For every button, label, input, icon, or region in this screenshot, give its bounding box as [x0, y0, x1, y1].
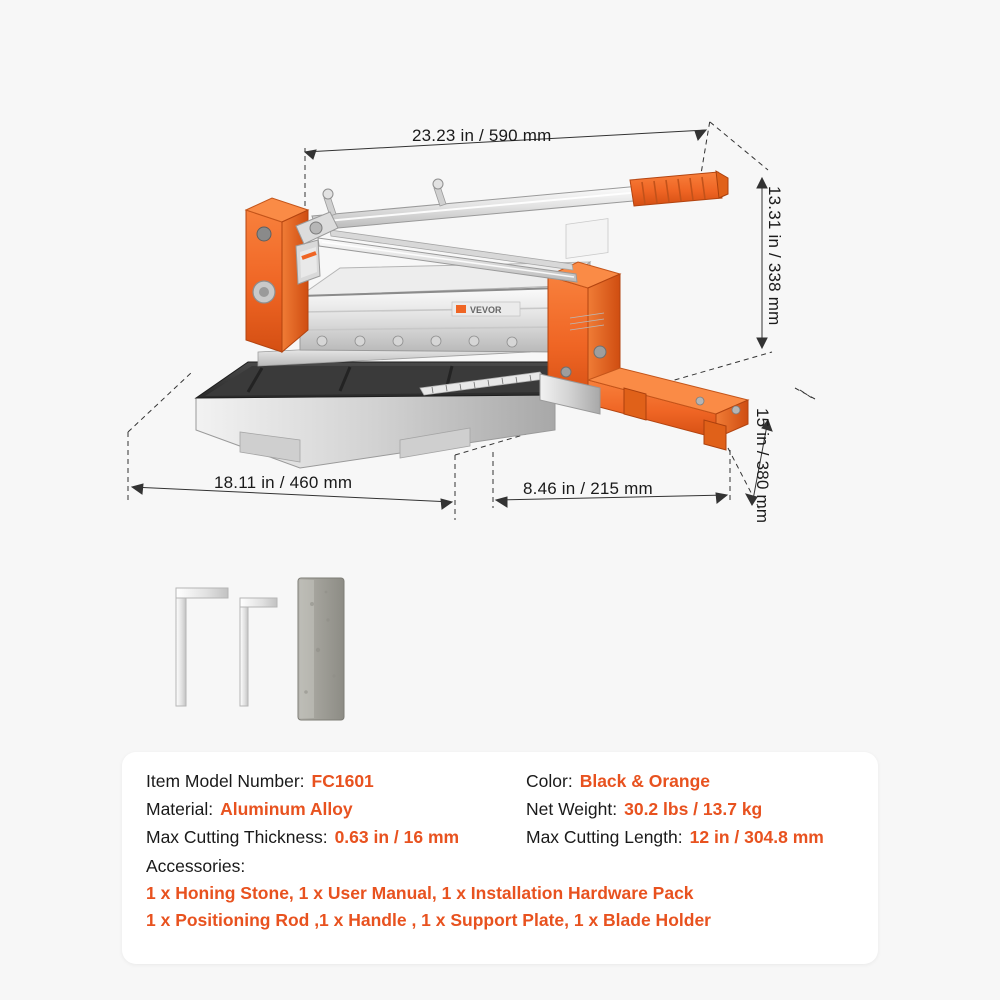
spec-row — [146, 799, 858, 820]
accessory-hex-key-small — [240, 598, 277, 706]
accessory-honing-stone — [298, 578, 344, 720]
spec-label: Item Model Number: — [146, 771, 305, 791]
accessories-label: Accessories: — [146, 856, 246, 876]
spec-item-net-weight — [526, 799, 762, 820]
spec-item-material — [146, 799, 526, 820]
accessories-line-1: 1 x Honing Stone, 1 x User Manual, 1 x Installation Hardware Pack — [146, 883, 694, 903]
specification-card — [122, 752, 878, 964]
spec-label: Max Cutting Thickness: — [146, 827, 328, 847]
dimension-label-height-right: 13.31 in / 338 mm — [765, 186, 784, 326]
accessory-hex-key-large — [176, 588, 228, 706]
spec-value: FC1601 — [311, 771, 374, 791]
spec-item-max-cutting-length — [526, 827, 824, 848]
dimension-label-width-top: 23.23 in / 590 mm — [412, 126, 552, 145]
spec-label: Max Cutting Length: — [526, 827, 683, 847]
spec-label: Color: — [526, 771, 573, 791]
spec-item-max-cutting-thickness — [146, 827, 526, 848]
svg-text:VEVOR: VEVOR — [470, 305, 502, 315]
spec-item-color — [526, 771, 710, 792]
dimension-label-base-length: 18.11 in / 460 mm — [214, 473, 353, 492]
handle-assembly — [296, 171, 728, 282]
spec-label: Material: — [146, 799, 214, 819]
spec-row — [146, 827, 858, 848]
spec-value: 30.2 lbs / 13.7 kg — [624, 799, 763, 819]
spec-item-model-number — [146, 771, 526, 792]
dimension-label-support-length: 8.46 in / 215 mm — [523, 479, 653, 498]
machine-base — [196, 338, 578, 468]
spec-label: Net Weight: — [526, 799, 618, 819]
accessories-line-2: 1 x Positioning Rod ,1 x Handle , 1 x Support Plate, 1 x Blade Holder — [146, 910, 711, 930]
specification-grid — [146, 771, 858, 931]
spec-value: 12 in / 304.8 mm — [689, 827, 824, 847]
spec-value: Black & Orange — [579, 771, 711, 791]
spec-value: Aluminum Alloy — [220, 799, 353, 819]
dimension-label-depth-right: 15 in / 380 mm — [753, 408, 772, 524]
spec-row — [146, 771, 858, 792]
spec-value: 0.63 in / 16 mm — [334, 827, 460, 847]
